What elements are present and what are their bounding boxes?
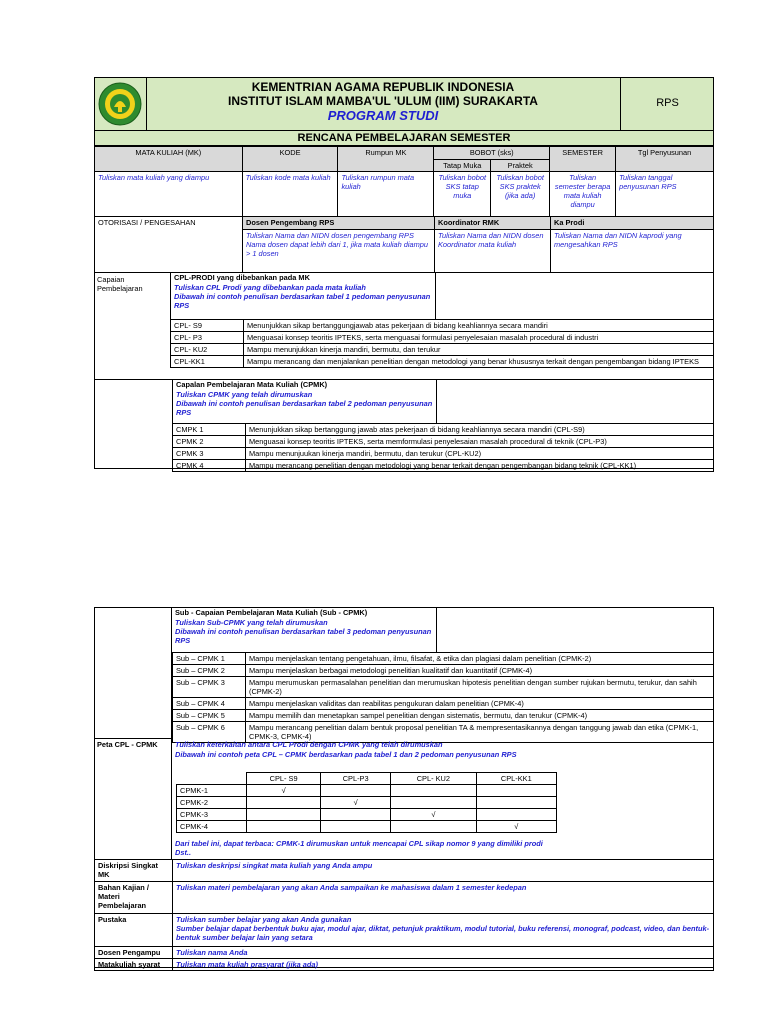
bahan-value: Tuliskan materi pembelajaran yang akan Anda sampaikan ke mahasiswa dalam 1 semester kedepan [173, 882, 714, 914]
cpl-heading: CPL-PRODI yang dibebankan pada MK [174, 273, 310, 282]
dosen-label: Dosen Pengampu [95, 947, 173, 959]
table-row [173, 653, 714, 665]
matrix-check [321, 821, 391, 833]
kaprodi-label: Ka Prodi [551, 217, 714, 230]
matrix-check [247, 821, 321, 833]
col-tgl: Tgl Penyusunan [616, 147, 714, 172]
matrix-check [476, 785, 556, 797]
matrix-check [321, 785, 391, 797]
cpl-note-1: Tuliskan CPL Prodi yang dibebankan pada mata kuliah [174, 283, 366, 292]
row-code: Sub – CPMK 5 [173, 710, 246, 722]
col-rumpun: Rumpun MK [338, 147, 434, 172]
cpmk-heading-box [172, 379, 437, 423]
row-code: Sub – CPMK 3 [173, 677, 246, 698]
subcpmk-table [172, 652, 714, 743]
koordinator-value: Tuliskan Nama dan NIDN dosen Koordinator mata kuliah [435, 230, 551, 273]
row-code: CMPK 1 [173, 424, 246, 436]
matrix-check [247, 809, 321, 821]
diskripsi-value: Tuliskan deskripsi singkat mata kuliah yang Anda ampu [173, 860, 714, 882]
row-description: Mampu menjelaskan berbagai metodologi penelitian kualitatif dan kuantitatif (CPMK-4) [246, 665, 714, 677]
col-tatap-muka: Tatap Muka [434, 160, 491, 172]
row-description: Mampu menjelaskan tentang pengetahuan, ilmu, filsafat, & etika dan plagiasi dalam penelitian (CPMK-2) [246, 653, 714, 665]
subcpmk-left-cell [94, 607, 172, 739]
rps-code: RPS [656, 97, 679, 109]
col-kode: KODE [242, 147, 338, 172]
institution-logo-icon [94, 77, 147, 131]
row-code: Sub – CPMK 2 [173, 665, 246, 677]
matrix-row-label: CPMK-1 [177, 785, 247, 797]
row-code: CPL- P3 [171, 332, 244, 344]
row-code: CPMK 2 [173, 436, 246, 448]
subcpmk-note-1: Tuliskan Sub-CPMK yang telah dirumuskan [175, 618, 328, 627]
header-program-studi: PROGRAM STUDI [327, 108, 439, 123]
dosen-rps-value: Tuliskan Nama dan NIDN dosen pengembang RPS Nama dosen dapat lebih dari 1, jika mata kuliah diampu > 1 dosen [243, 230, 435, 273]
row-code: Sub – CPMK 4 [173, 698, 246, 710]
table-row [173, 698, 714, 710]
row-description: Mampu merancang penelitian dalam bentuk proposal penelitian TA & mempresentasikannya dengan tanggung jawab dan etika (CPMK-1, CPMK-3, CPMK-4) [246, 722, 714, 743]
matrix-check [476, 809, 556, 821]
matrix-row-label: CPMK-3 [177, 809, 247, 821]
document-title: RENCANA PEMBELAJARAN SEMESTER [297, 132, 511, 144]
rumpun-value: Tuliskan rumpun mata kuliah [338, 172, 434, 217]
cpl-label: Capaian Pembelajaran [97, 275, 143, 293]
course-info-table [94, 146, 714, 217]
pustaka-value-2: Sumber belajar dapat berbentuk buku ajar, modul ajar, diktat, petunjuk praktikum, modul tutorial, buku referensi, monograf, podcast, video, dan bentuk-bentuk sumber belajar lain yang setara [176, 924, 710, 942]
matrix-check [391, 785, 477, 797]
subcpmk-heading-box [172, 607, 437, 652]
row-code: CPL- S9 [171, 320, 244, 332]
tatap-muka-value: Tuliskan bobot SKS tatap muka [434, 172, 491, 217]
table-row [173, 436, 714, 448]
matrix-row [177, 785, 557, 797]
col-bobot: BOBOT (sks) [434, 147, 550, 160]
title-row [94, 131, 714, 146]
row-description: Mampu menunjuukan kinerja mandiri, bermutu, dan terukur (CPL-KU2) [246, 448, 714, 460]
diskripsi-label: Diskripsi Singkat MK [95, 860, 173, 882]
table-row [173, 665, 714, 677]
row-description: Menguasai konsep teoritis IPTEKS, serta memformulasi penyelesaian masalah procedural di teknik (CPL-P3) [246, 436, 714, 448]
matrix-col-header: CPL- KU2 [391, 773, 477, 785]
semester-value: Tuliskan semester berapa mata kuliah diampu [550, 172, 616, 217]
cpl-table [170, 319, 714, 368]
peta-matrix [176, 772, 557, 833]
table-row [171, 320, 714, 332]
row-description: Mampu menjelaskan validitas dan reabilitas pengukuran dalam penelitian (CPMK-4) [246, 698, 714, 710]
mk-value: Tuliskan mata kuliah yang diampu [95, 172, 243, 217]
matrix-check: √ [247, 785, 321, 797]
matrix-row-label: CPMK-4 [177, 821, 247, 833]
cpmk-note-1: Tuliskan CPMK yang telah dirumuskan [176, 390, 313, 399]
table-row [173, 448, 714, 460]
matrix-corner [177, 773, 247, 785]
matrix-check [391, 821, 477, 833]
peta-note-3: Dari tabel ini, dapat terbaca: CPMK-1 dirumuskan untuk mencapai CPL sikap nomor 9 yang dimiliki prodi Dst.. [175, 839, 543, 857]
syarat-label: Matakuliah syarat [95, 959, 173, 971]
tgl-value: Tuliskan tanggal penyusunan RPS [616, 172, 714, 217]
table-row [171, 332, 714, 344]
row-code: CPL- KU2 [171, 344, 244, 356]
row-description: Mampu menunjukkan kinerja mandiri, bermutu, dan terukur [244, 344, 714, 356]
subcpmk-heading: Sub - Capaian Pembelajaran Mata Kuliah (Sub - CPMK) [175, 608, 368, 617]
praktek-value: Tuliskan bobot SKS praktek (jika ada) [491, 172, 550, 217]
otorisasi-table [94, 216, 714, 273]
peta-note-2: Dibawah ini contoh peta CPL – CPMK berdasarkan pada tabel 1 dan 2 pedoman penyusunan RPS [175, 750, 517, 759]
bahan-label: Bahan Kajian / Materi Pembelajaran [95, 882, 173, 914]
matrix-check: √ [321, 797, 391, 809]
table-row [173, 677, 714, 698]
peta-note-1: Tuliskan keterkaitan antara CPL Prodi dengan CPMK yang telah dirumuskan [175, 740, 443, 749]
otorisasi-label: OTORISASI / PENGESAHAN [95, 217, 243, 273]
col-mk: MATA KULIAH (MK) [95, 147, 243, 172]
matrix-col-header: CPL-P3 [321, 773, 391, 785]
row-code: Sub – CPMK 1 [173, 653, 246, 665]
rps-code-cell [620, 77, 714, 131]
matrix-row [177, 809, 557, 821]
cpmk-heading: Capalan Pembelajaran Mata Kuliah (CPMK) [176, 380, 328, 389]
dosen-value: Tuliskan nama Anda [173, 947, 714, 959]
peta-label: Peta CPL - CPMK [97, 740, 158, 749]
table-row [173, 710, 714, 722]
row-code: CPMK 3 [173, 448, 246, 460]
row-description: Mampu merancang dan menjalankan penelitian dengan metodologi yang benar khususnya terkait dengan pengembangan bidang IPTEKS [244, 356, 714, 368]
table-row [171, 344, 714, 356]
matrix-row [177, 821, 557, 833]
matrix-check: √ [391, 809, 477, 821]
table-row [173, 424, 714, 436]
logo-cell [94, 77, 147, 131]
row-description: Mampu merumuskan permasalahan penelitian dan merumuskan hipotesis penelitian dengan sumber rujukan bermutu, terukur, dan sahih (CPMK-2) [246, 677, 714, 698]
cpmk-table [172, 423, 714, 472]
cpl-note-2: Dibawah ini contoh penulisan berdasarkan tabel 1 pedoman penyusunan RPS [174, 292, 431, 310]
cpmk-note-2: Dibawah ini contoh penulisan berdasarkan tabel 2 pedoman penyusunan RPS [176, 399, 433, 417]
row-description: Menunjukkan sikap bertanggung jawab atas pekerjaan di bidang keahliannya secara mandiri (CPL-S9) [246, 424, 714, 436]
header-line-1: KEMENTRIAN AGAMA REPUBLIK INDONESIA [251, 80, 515, 94]
kaprodi-value: Tuliskan Nama dan NIDN kaprodi yang mengesahkan RPS [551, 230, 714, 273]
matrix-row [177, 797, 557, 809]
matrix-check [247, 797, 321, 809]
row-description: Mampu merancang penelitian dengan metodologi yang benar terkait dengan pengembangan bidang teknik (CPL-KK1) [246, 460, 714, 472]
syarat-value: Tuliskan mata kuliah prasyarat (jika ada) [173, 959, 714, 971]
col-praktek: Praktek [491, 160, 550, 172]
peta-left-cell [94, 739, 172, 860]
col-semester: SEMESTER [550, 147, 616, 172]
pustaka-value [173, 914, 714, 947]
matrix-check [321, 809, 391, 821]
matrix-check [476, 797, 556, 809]
row-description: Menguasai konsep teoritis IPTEKS, serta menguasai formulasi penyelesaian masalah procedural di industri [244, 332, 714, 344]
bottom-table [94, 859, 714, 971]
pustaka-value-1: Tuliskan sumber belajar yang akan Anda gunakan [176, 915, 352, 924]
dosen-rps-label: Dosen Pengembang RPS [243, 217, 435, 230]
row-description: Mampu memilih dan menetapkan sampel penelitian dengan sistematis, bermutu, dan terukur (CPMK-4) [246, 710, 714, 722]
matrix-check: √ [476, 821, 556, 833]
row-description: Menunjukkan sikap bertanggungjawab atas pekerjaan di bidang keahliannya secara mandiri [244, 320, 714, 332]
table-row [171, 356, 714, 368]
kode-value: Tuliskan kode mata kuliah [242, 172, 338, 217]
header-line-2: INSTITUT ISLAM MAMBA'UL 'ULUM (IIM) SURAKARTA [228, 94, 538, 108]
matrix-col-header: CPL- S9 [247, 773, 321, 785]
matrix-col-header: CPL-KK1 [476, 773, 556, 785]
koordinator-label: Koordinator RMK [435, 217, 551, 230]
row-code: CPMK 4 [173, 460, 246, 472]
pustaka-label: Pustaka [95, 914, 173, 947]
row-code: Sub – CPMK 6 [173, 722, 246, 743]
row-code: CPL-KK1 [171, 356, 244, 368]
cpl-heading-box [170, 272, 436, 319]
table-row [173, 460, 714, 472]
subcpmk-note-2: Dibawah ini contoh penulisan berdasarkan tabel 3 pedoman penyusunan RPS [175, 627, 432, 645]
matrix-row-label: CPMK-2 [177, 797, 247, 809]
matrix-check [391, 797, 477, 809]
